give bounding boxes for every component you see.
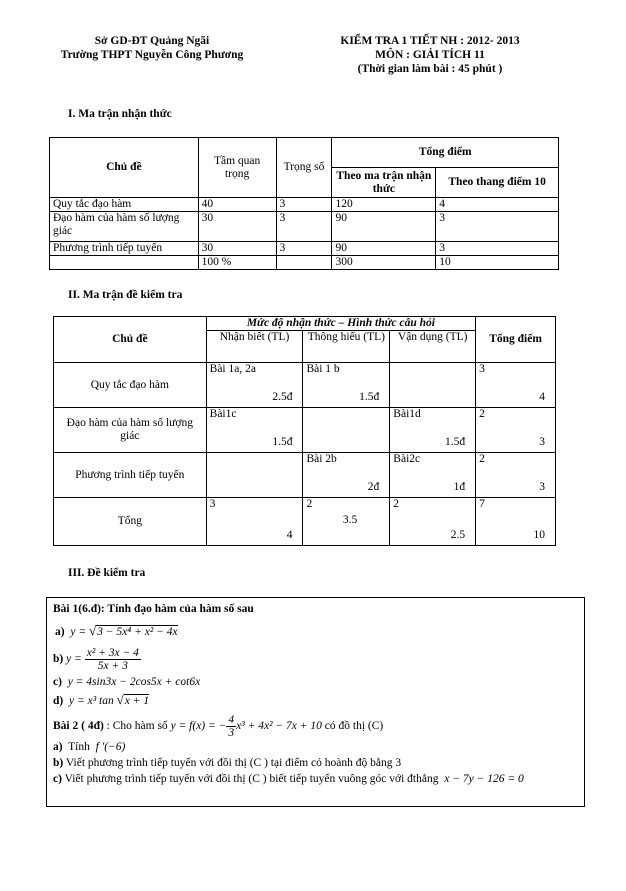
header-chu-de: Chủ đề: [50, 138, 199, 198]
question-1a: a) y = √3 − 5x⁴ + x² − 4x: [55, 623, 178, 638]
question-1d: d) y = x³ tan √x + 1: [53, 692, 150, 707]
bai2-statement: Bài 2 ( 4đ) : Cho hàm số y = f(x) = − $\frac{4}{3}$ x³ + 4x² − 7x + 10 có đồ thị (C): [53, 713, 384, 739]
header-thong-hieu: Thông hiểu (TL): [303, 331, 390, 363]
header-nhan-biet: Nhận biết (TL): [206, 331, 303, 363]
cognitive-matrix-table: [49, 137, 559, 270]
school-name: Trường THPT Nguyễn Công Phương: [60, 49, 244, 61]
table-row: Phương trình tiếp tuyến 30 3 90 3: [50, 242, 559, 256]
header-trong-so: Trọng số: [276, 138, 332, 198]
question-1b: b) y = $\frac{\text{x² + 3x − 4}}{5x + 3}$: [53, 646, 139, 672]
question-2c: c) Viết phương trình tiếp tuyến với đồi thị (C ) biết tiếp tuyến vuông góc với đthẳng x − 7y − 126 = 0: [53, 773, 524, 785]
section2-title: II. Ma trận đề kiểm tra: [68, 289, 183, 301]
bai1-title: Bài 1(6.đ): Tính đạo hàm của hàm số sau: [53, 603, 254, 615]
question-1c: c) y = 4sin3x − 2cos5x + cot6x: [53, 676, 201, 688]
header-tam-quan-trong: Tầm quan trọng: [198, 138, 276, 198]
exam-title: KIỂM TRA 1 TIẾT NH : 2012- 2013: [340, 35, 520, 47]
header-muc-do: Mức độ nhận thức – Hình thức câu hỏi: [206, 317, 475, 331]
exam-matrix-table: [53, 316, 556, 546]
table-row: Đạo hàm của hàm số lượng giác Bài1c 1.5đ Bài1d 1.5đ 2 3: [54, 408, 556, 453]
question-2a: a) Tính f ′(−6): [53, 741, 126, 753]
header-theo-thang-diem: Theo thang điểm 10: [436, 168, 559, 198]
header-van-dung: Vận dụng (TL): [390, 331, 476, 363]
subject: MÔN : GIẢI TÍCH 11: [375, 49, 485, 61]
table-row: Quy tắc đạo hàm 40 3 120 4: [50, 198, 559, 212]
header-tong-diem-2: Tổng điểm: [476, 317, 556, 363]
table-row: Phương trình tiếp tuyến Bài 2b 2đ Bài2c 1đ 2 3: [54, 453, 556, 498]
school-dept: Sở GD-ĐT Quảng Ngãi: [94, 35, 210, 47]
section1-title: I. Ma trận nhận thức: [68, 108, 172, 120]
table-row: Đạo hàm của hàm số lượng giác 30 3 90 3: [50, 212, 559, 242]
section3-title: III. Đề kiểm tra: [68, 567, 146, 579]
header-theo-ma-tran: Theo ma trận nhận thức: [332, 168, 436, 198]
header-chu-de-2: Chủ đề: [54, 317, 207, 363]
table-row: Quy tắc đạo hàm Bài 1a, 2a 2.5đ Bài 1 b 1.5đ 3 4: [54, 363, 556, 408]
time-limit: (Thời gian làm bài : 45 phút ): [357, 63, 503, 75]
header-tong-diem: Tổng điểm: [332, 138, 559, 168]
question-2b: b) Viết phương trình tiếp tuyến với đồi thị (C ) tại điểm có hoành độ bằng 3: [53, 757, 402, 769]
table-row: Tổng 3 4 2 3.5 2 2.5 7 10: [54, 498, 556, 546]
table-row: 100 % 300 10: [50, 256, 559, 270]
exam-questions-box: [46, 597, 585, 807]
